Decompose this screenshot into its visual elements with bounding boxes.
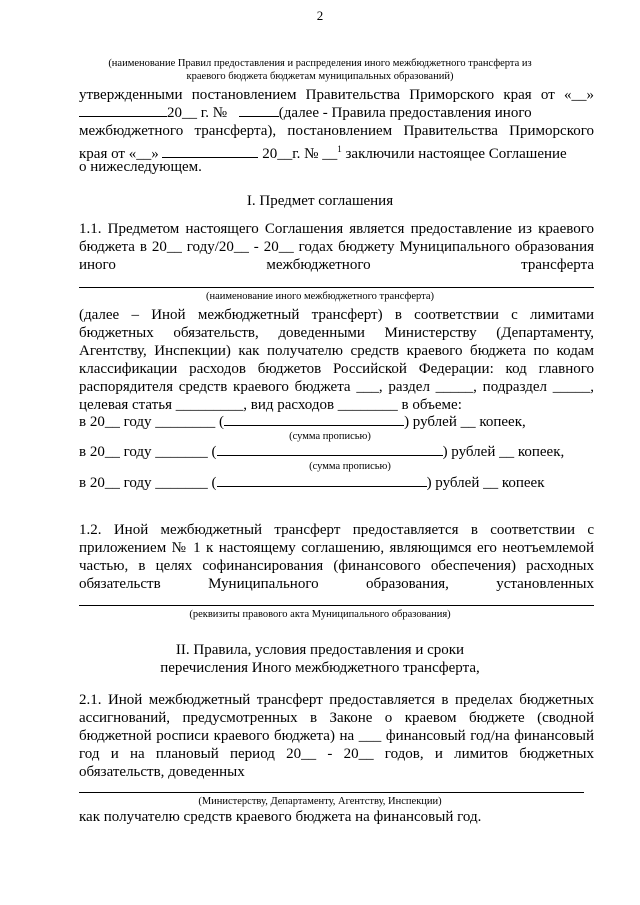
s1-p2-line1: 1.2. Иной межбюджетный трансферт предоставляется в соответствии с [79, 522, 594, 538]
s1-p2-line4: обязательств Муниципального образования, установленных [79, 576, 594, 592]
s1-p1-line5: бюджетных обязательств, доведенными Министерству (Департаменту, [79, 325, 594, 341]
s1-p1-line1: 1.1. Предметом настоящего Соглашения является предоставление из краевого [79, 221, 594, 237]
blank-sum-2 [217, 443, 443, 456]
s1-p1-line2: бюджета в 20__ году/20__ - 20__ годах бюджету Муниципального образования [79, 239, 594, 255]
page-number: 2 [316, 8, 324, 23]
s1-p1-line3: иного межбюджетного трансферта [79, 257, 594, 273]
s2-p1-line5: обязательств, доведенных [79, 764, 245, 780]
section2-title-line1: II. Правила, условия предоставления и сроки [175, 642, 465, 658]
intro-line2-a: 20__ г. № [167, 105, 228, 121]
year-row-1-a: в 20__ году ________ ( [79, 414, 225, 430]
s1-p1-line9: целевая статья _________, вид расходов ________ в объеме: [79, 397, 462, 413]
note-transfer-name: (наименование иного межбюджетного трансферта) [205, 291, 435, 302]
blank-date [79, 104, 167, 117]
intro-line4-c: заключили настоящее Соглашение [345, 146, 567, 162]
intro-line2-b: (далее - Правила предоставления иного [278, 105, 532, 121]
year-row-2 [79, 443, 594, 461]
intro-line4-a: края от «__» [79, 146, 159, 162]
section1-title: I. Предмет соглашения [246, 193, 394, 209]
header-note-line2: краевого бюджета бюджетам муниципальных образований) [186, 71, 454, 82]
s2-p1-line1: 2.1. Иной межбюджетный трансферт предоставляется в пределах бюджетных [79, 692, 594, 708]
s2-p1-line4: год и на плановый период 20__ - 20__ годов, и лимитов бюджетных [79, 746, 594, 762]
blank-line-recipient [79, 792, 584, 793]
note-legal-act: (реквизиты правового акта Муниципального образования) [189, 609, 451, 620]
section2-title-line2: перечисления Иного межбюджетного трансферта, [160, 660, 480, 676]
sum-note-1: (сумма прописью) [289, 431, 371, 442]
s2-p1-line2: ассигнований, предусмотренных в Законе о краевом бюджете (сводной [79, 710, 594, 726]
blank-line-transfer-name [79, 287, 594, 288]
blank-sum-1 [224, 413, 404, 426]
intro-line3: межбюджетного трансферта), постановлением Правительства Приморского [79, 123, 594, 139]
year-row-3-a: в 20__ году _______ ( [79, 475, 217, 491]
blank-date-2 [162, 145, 258, 158]
s2-p1-line6: как получателю средств краевого бюджета на финансовый год. [79, 809, 482, 825]
s1-p2-line3: частью, в целях софинансирования (финансового обеспечения) расходных [79, 558, 594, 574]
note-recipient: (Министерству, Департаменту, Агентству, Инспекции) [198, 796, 442, 807]
s1-p1-line7: классификации расходов бюджетов Российской Федерации: код главного [79, 361, 594, 377]
year-row-1-b: ) рублей __ копеек, [404, 414, 526, 430]
header-note-line1: (наименование Правил предоставления и распределения иного межбюджетного трансферта из [108, 58, 532, 69]
s1-p1-line4: (далее – Иной межбюджетный трансферт) в соответствии с лимитами [79, 307, 594, 323]
sum-note-2: (сумма прописью) [309, 461, 391, 472]
year-row-2-b: ) рублей __ копеек, [442, 444, 565, 460]
blank-number [239, 104, 279, 117]
s2-p1-line3: бюджетной росписи краевого бюджета) на ___ финансовый год/на финансовый [79, 728, 594, 744]
intro-line5: о нижеследующем. [79, 159, 202, 175]
intro-line2 [79, 104, 594, 122]
year-row-3-b: ) рублей __ копеек [426, 475, 545, 491]
intro-line4-b: 20__г. № __ [262, 146, 338, 162]
year-row-2-a: в 20__ году _______ ( [79, 444, 217, 460]
year-row-1 [79, 413, 594, 431]
s1-p1-line6: Агентству, Инспекции) как получателю средств краевого бюджета по кодам [79, 343, 594, 359]
s1-p2-line2: приложением № 1 к настоящему соглашению, являющимся его неотъемлемой [79, 540, 594, 556]
year-row-3 [79, 474, 594, 492]
s1-p1-line8: распорядителя средств краевого бюджета ___, раздел _____, подраздел _____, [79, 379, 594, 395]
blank-line-legal-act [79, 605, 594, 606]
footnote-mark: 1 [337, 144, 342, 154]
intro-line1: утвержденными постановлением Правительства Приморского края от «__» [79, 87, 594, 103]
blank-sum-3 [217, 474, 427, 487]
